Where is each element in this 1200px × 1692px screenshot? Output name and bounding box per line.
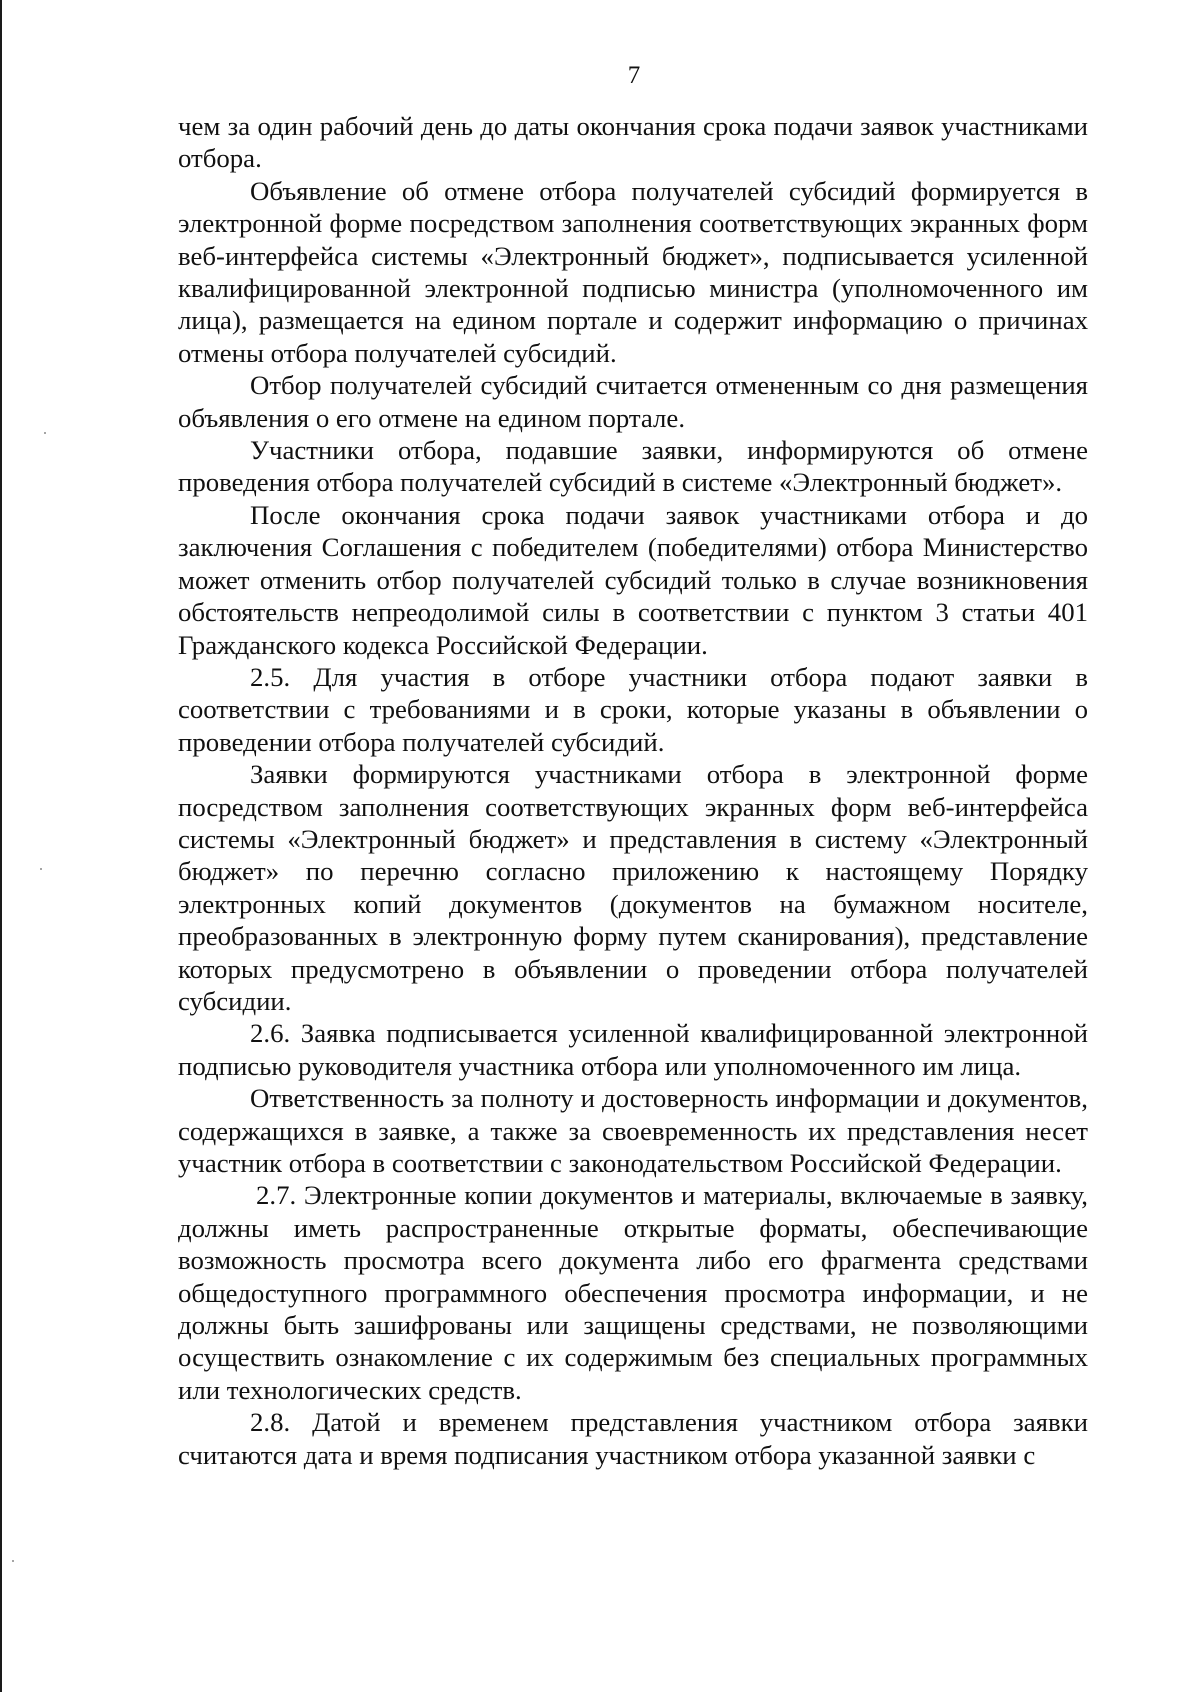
- paragraph-participants-informed: Участники отбора, подавшие заявки, информируются об отмене проведения отбора получателей субсидий в системе «Электронный бюджет».: [178, 435, 1088, 498]
- paragraph-2-8: 2.8. Датой и временем представления участником отбора заявки считаются дата и время подписания участником отбора указанной заявки с: [178, 1407, 1088, 1470]
- page-number: 7: [627, 62, 641, 89]
- document-body: [178, 110, 1088, 1471]
- paragraph-2-5: 2.5. Для участия в отборе участники отбора подают заявки в соответствии с требованиями и в сроки, которые указаны в объявлении о проведении отбора получателей субсидий.: [178, 661, 1088, 757]
- paragraph-force-majeure: После окончания срока подачи заявок участниками отбора и до заключения Соглашения с победителем (победителями) отбора Министерство может отменить отбор получателей субсидий только в случае возникновения обстоятельств непреодолимой силы в соответствии с пунктом 3 статьи 401 Гражданского кодекса Российской Федерации.: [178, 499, 1088, 660]
- paragraph-cancellation-effective: Отбор получателей субсидий считается отмененным со дня размещения объявления о его отмене на едином портале.: [178, 370, 1088, 433]
- paragraph-applications-formed: Заявки формируются участниками отбора в электронной форме посредством заполнения соответствующих экранных форм веб-интерфейса системы «Электронный бюджет» и представления в систему «Электронный бюджет» по перечню согласно приложению к настоящему Порядку электронных копий документов (документов на бумажном носителе, преобразованных в электронную форму путем сканирования), представление которых предусмотрено в объявлении о проведении отбора получателей субсидии.: [178, 759, 1088, 1016]
- paragraph-cancellation-announcement: Объявление об отмене отбора получателей субсидий формируется в электронной форме посредством заполнения соответствующих экранных форм веб-интерфейса системы «Электронный бюджет», подписывается усиленной квалифицированной электронной подписью министра (уполномоченного им лица), размещается на едином портале и содержит информацию о причинах отмены отбора получателей субсидий.: [178, 175, 1088, 368]
- scan-speck: [40, 868, 42, 870]
- scan-border: [0, 0, 2, 1692]
- scan-speck: [44, 432, 46, 434]
- paragraph-responsibility: Ответственность за полноту и достоверность информации и документов, содержащихся в заявке, а также за своевременность их представления несет участник отбора в соответствии с законодательством Российской Федерации.: [178, 1083, 1088, 1178]
- paragraph-2-6: 2.6. Заявка подписывается усиленной квалифицированной электронной подписью руководителя участника отбора или уполномоченного им лица.: [178, 1018, 1088, 1081]
- paragraph-2-7: 2.7. Электронные копии документов и материалы, включаемые в заявку, должны иметь распространенные открытые форматы, обеспечивающие возможность просмотра всего документа либо его фрагмента средствами общедоступного программного обеспечения просмотра информации, и не должны быть зашифрованы или защищены средствами, не позволяющими осуществить ознакомление с их содержимым без специальных программных или технологических средств.: [178, 1180, 1088, 1405]
- paragraph-continuation: чем за один рабочий день до даты окончания срока подачи заявок участниками отбора.: [178, 111, 1088, 174]
- scan-speck: [12, 1560, 14, 1562]
